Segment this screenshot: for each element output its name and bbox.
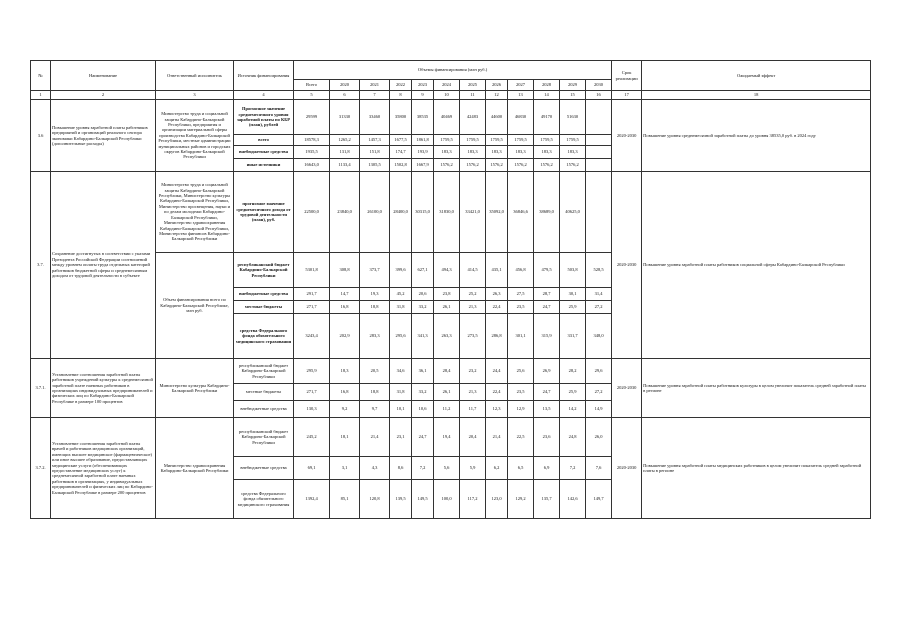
year-value: 1576,2 [560,159,586,172]
year-value: 38535 [412,100,434,135]
header-effect: Ожидаемый эффект [642,61,871,91]
financing-table-sheet [30,60,870,519]
year-value: 35092,0 [486,172,508,253]
header-year: 2021 [360,80,390,91]
total-value: 22500,0 [294,172,330,253]
year-value: 129,2 [508,480,534,519]
financing-table [30,60,871,519]
implementation-term: 2020-2030 [612,100,642,172]
funding-source: внебюджетные средства [234,146,294,159]
year-value: 1677,5 [390,135,412,146]
header-responsible: Ответственный исполнитель [156,61,234,91]
financing-volume-label: Объем финансирования всего по Кабардино-Балкарской Республике, млн руб. [156,253,234,359]
year-value: 1305,5 [360,159,390,172]
year-value: 435,1 [486,253,508,288]
year-value: 21,3 [460,384,486,401]
year-value: 45,2 [390,288,412,301]
column-number: 3 [156,91,234,100]
year-value: 183,3 [560,146,586,159]
funding-source: средства Федерального фонда обязательного медицинского страхования [234,480,294,519]
funding-source: местные бюджеты [234,384,294,401]
year-value: 28,2 [560,359,586,384]
funding-source: республиканский бюджет Кабардино-Балкарской Республики [234,359,294,384]
year-value: 8,6 [390,457,412,480]
measure-name: Повышение уровня заработной платы работников предприятий и организаций реального сектора экономики Кабардино-Балкарской Республики (дополнительные расходы) [51,100,156,172]
year-value: 183,3 [486,146,508,159]
year-value: 24,8 [560,418,586,457]
year-value: 13,5 [534,401,560,418]
year-value: 40625,0 [560,172,586,253]
year-value: 14,2 [560,401,586,418]
column-number: 13 [508,91,534,100]
year-value: 22,5 [508,418,534,457]
year-value: 10,6 [412,401,434,418]
header-year: 2020 [330,80,360,91]
year-value: 1576,2 [434,159,460,172]
year-value: 308,8 [330,253,360,288]
year-value: 100,0 [434,480,460,519]
year-value: 24,4 [486,359,508,384]
column-number: 15 [560,91,586,100]
year-value: 33460 [360,100,390,135]
column-number: 17 [612,91,642,100]
year-value: 38689,0 [534,172,560,253]
year-value: 183,3 [460,146,486,159]
table-row [31,100,871,135]
column-number: 7 [360,91,390,100]
empty-value [586,135,612,146]
expected-effect: Повышение уровня заработной платы работников социальной сферы Кабардино-Балкарской Республики [642,172,871,359]
year-value: 27,5 [508,288,534,301]
year-value: 11,7 [460,401,486,418]
year-value: 1265,2 [330,135,360,146]
year-value: 23,1 [390,418,412,457]
year-value: 21,3 [460,301,486,314]
header-year: 2026 [486,80,508,91]
total-value: 1392,4 [294,480,330,519]
header-year: 2029 [560,80,586,91]
year-value: 14,7 [330,288,360,301]
column-number: 4 [234,91,294,100]
year-value: 6,9 [534,457,560,480]
year-value: 23840,0 [330,172,360,253]
year-value: 31,8 [390,384,412,401]
measure-name: Сохранение достигнутых в соответствии с указами Президента Российской Федерации соотношений между уровнем оплаты труда отдельных категорий работников бюджетной сферы и среднемесячным доходом от трудовой деятельности в субъекте [51,172,156,359]
column-number-row [31,91,871,100]
year-value: 1502,8 [390,159,412,172]
empty-value [586,159,612,172]
year-value: 123,0 [486,480,508,519]
year-value: 25,9 [560,301,586,314]
header-source: Источник финансирования [234,61,294,91]
year-value: 29,6 [586,359,612,384]
year-value: 295,6 [390,314,412,359]
year-value: 286,8 [486,314,508,359]
year-value: 341,3 [412,314,434,359]
year-value: 25,9 [560,384,586,401]
year-value: 35800 [390,100,412,135]
header-total: Всего [294,80,330,91]
year-value: 627,1 [412,253,434,288]
year-value: 20,5 [360,359,390,384]
empty-value [586,100,612,135]
year-value: 28400,0 [390,172,412,253]
empty-value [586,172,612,253]
funding-source: Прогнозное значение среднемесячного уровня заработной платы по КБР (план), рублей [234,100,294,135]
row-number: 3.7.2. [31,418,51,519]
year-value: 46830 [508,100,534,135]
total-value: 3243,4 [294,314,330,359]
implementation-term: 2020-2030 [612,418,642,519]
year-value: 85,1 [330,480,360,519]
responsible-executor: Министерство труда и социальной защиты Кабардино-Балкарской Республики, предприятия и организации материальной сферы производства Кабардино-Балкарской Республики, местные администрации муниципальных районов и городских округов Кабардино-Балкарской Республики [156,100,234,172]
funding-source: всего [234,135,294,146]
funding-source: иные источники [234,159,294,172]
header-volume: Объемы финансирования (млн руб.) [294,61,612,80]
year-value: 1759,5 [460,135,486,146]
year-value: 16,8 [330,301,360,314]
year-value: 44600 [486,100,508,135]
total-value: 29599 [294,100,330,135]
header-year: 2028 [534,80,560,91]
column-number: 16 [586,91,612,100]
year-value: 31,4 [586,288,612,301]
year-value: 28,7 [534,288,560,301]
implementation-term: 2020-2030 [612,172,642,359]
year-value: 49170 [534,100,560,135]
column-number: 2 [51,91,156,100]
year-value: 456,8 [508,253,534,288]
expected-effect: Повышение уровня заработной платы медицинских работников в целом увеличит показатель средней заработной платы в регионе [642,418,871,519]
year-value: 202,9 [330,314,360,359]
column-number: 8 [390,91,412,100]
year-value: 18,1 [330,418,360,457]
total-value: 18578,3 [294,135,330,146]
year-value: 1759,5 [434,135,460,146]
table-row [31,418,871,457]
table-body [31,100,871,519]
year-value: 31330 [330,100,360,135]
column-number: 5 [294,91,330,100]
row-number: 3.6 [31,100,51,172]
funding-source: республиканский бюджет Кабардино-Балкарской Республики [234,418,294,457]
year-value: 494,3 [434,253,460,288]
year-value: 26,1 [434,384,460,401]
year-value: 183,3 [508,146,534,159]
year-value: 151,8 [360,146,390,159]
year-value: 42483 [460,100,486,135]
year-value: 503,8 [560,253,586,288]
total-value: 5301,8 [294,253,330,288]
year-value: 25,6 [508,359,534,384]
year-value: 9,2 [330,401,360,418]
year-value: 27,2 [586,301,612,314]
column-number: 11 [460,91,486,100]
year-value: 528,5 [586,253,612,288]
year-value: 174,7 [390,146,412,159]
year-value: 131,8 [330,146,360,159]
year-value: 24,7 [534,384,560,401]
empty-value [586,146,612,159]
year-value: 149,7 [586,480,612,519]
year-value: 1759,5 [560,135,586,146]
year-value: 33,2 [412,301,434,314]
total-value: 291,7 [294,288,330,301]
year-value: 19,3 [360,288,390,301]
funding-source: внебюджетные средства [234,457,294,480]
year-value: 31,8 [390,301,412,314]
total-value: 271,7 [294,384,330,401]
row-number: 3.7. [31,172,51,359]
year-value: 26,3 [486,288,508,301]
year-value: 120,8 [360,480,390,519]
measure-name: Установление соотношения заработной платы врачей и работников медицинских организаций, имеющих высшее медицинское (фармацевтическое) или иное высшее образование, предоставляющих медицинские услуги (обеспечивающих предоставление медицинских услуг) к среднемесячной заработной плате наемных работников в организациях, у индивидуальных предпринимателей и физических лиц по Кабардино-Балкарской Республике в размере 200 процентов [51,418,156,519]
column-number: 14 [534,91,560,100]
year-value: 1759,5 [534,135,560,146]
measure-name: Установление соотношения заработной платы работников учреждений культуры к среднемесячной заработной плате наемных работников в организациях индивидуальных предпринимателей и физических лиц по Кабардино-Балкарской Республике в размере 100 процентов [51,359,156,418]
header-no: № [31,61,51,91]
year-value: 26,9 [534,359,560,384]
year-value: 1133,4 [330,159,360,172]
responsible-executor: Министерство здравоохранения Кабардино-Балкарской Республики [156,418,234,519]
expected-effect: Повышение уровня заработной платы работников культуры в целом увеличит показатель средней заработной платы в регионе [642,359,871,418]
year-value: 479,5 [534,253,560,288]
year-value: 23,6 [534,418,560,457]
year-value: 414,5 [460,253,486,288]
year-value: 1759,5 [508,135,534,146]
year-value: 14,9 [586,401,612,418]
table-row [31,172,871,253]
funding-source: местные бюджеты [234,301,294,314]
year-value: 31830,0 [434,172,460,253]
year-value: 26,0 [586,418,612,457]
year-value: 10,1 [390,401,412,418]
year-value: 40469 [434,100,460,135]
year-value: 36846,6 [508,172,534,253]
year-value: 5,6 [434,457,460,480]
year-value: 19,4 [434,418,460,457]
year-value: 33,2 [412,384,434,401]
header-year: 2023 [412,80,434,91]
funding-source: республиканский бюджет Кабардино-Балкарской Республики [234,253,294,288]
total-value: 69,1 [294,457,330,480]
year-value: 22,4 [486,384,508,401]
year-value: 135,7 [534,480,560,519]
year-value: 30,1 [560,288,586,301]
header-year: 2024 [434,80,460,91]
year-value: 139,5 [390,480,412,519]
year-value: 1576,2 [486,159,508,172]
total-value: 295,9 [294,359,330,384]
year-value: 36,1 [412,359,434,384]
year-value: 23,5 [508,301,534,314]
year-value: 18,8 [360,301,390,314]
column-number: 12 [486,91,508,100]
table-row [31,359,871,384]
expected-effect: Повышение уровня среднемесячной заработной платы до уровня 38535,0 руб. в 2024 году [642,100,871,172]
year-value: 263,3 [434,314,460,359]
responsible-executor: Министерство труда и социальной защиты Кабардино-Балкарской Республики, Министерство культуры Кабардино-Балкарской Республики, Министерство просвещения, науки и по делам молодежи Кабардино-Балкарской Республики, Министерство здравоохранения Кабардино-Балкарской Республики, Министерство финансов Кабардино-Балкарской Республики [156,172,234,253]
year-value: 283,3 [360,314,390,359]
year-value: 399,6 [390,253,412,288]
year-value: 51630 [560,100,586,135]
column-number: 18 [642,91,871,100]
year-value: 348,0 [586,314,612,359]
year-value: 25,2 [460,288,486,301]
year-value: 1576,2 [534,159,560,172]
year-value: 18,3 [330,359,360,384]
funding-source: внебюджетные средства [234,401,294,418]
year-value: 373,7 [360,253,390,288]
year-value: 149,5 [412,480,434,519]
year-value: 315,9 [534,314,560,359]
funding-source: внебюджетные средства [234,288,294,301]
year-value: 301,1 [508,314,534,359]
year-value: 1576,2 [508,159,534,172]
year-value: 23,5 [508,384,534,401]
year-value: 24,7 [534,301,560,314]
year-value: 16,8 [330,384,360,401]
year-value: 273,5 [460,314,486,359]
year-value: 7,2 [412,457,434,480]
header-year: 2030 [586,80,612,91]
year-value: 12,3 [486,401,508,418]
year-value: 6,2 [486,457,508,480]
year-value: 7,6 [586,457,612,480]
year-value: 1457,3 [360,135,390,146]
year-value: 23,8 [434,288,460,301]
year-value: 28,4 [434,359,460,384]
year-value: 21,4 [360,418,390,457]
year-value: 5,9 [460,457,486,480]
year-value: 117,2 [460,480,486,519]
funding-source: средства Федерального фонда обязательного медицинского страхования [234,314,294,359]
year-value: 1759,5 [486,135,508,146]
year-value: 4,3 [360,457,390,480]
year-value: 9,7 [360,401,390,418]
year-value: 34,6 [390,359,412,384]
year-value: 1667,9 [412,159,434,172]
year-value: 183,3 [534,146,560,159]
total-value: 245,2 [294,418,330,457]
year-value: 1576,2 [460,159,486,172]
column-number: 6 [330,91,360,100]
row-number: 3.7.1. [31,359,51,418]
year-value: 23,2 [460,359,486,384]
year-value: 3,1 [330,457,360,480]
column-number: 10 [434,91,460,100]
header-year: 2022 [390,80,412,91]
responsible-executor: Министерство культуры Кабардино-Балкарской Республики [156,359,234,418]
year-value: 193,9 [412,146,434,159]
year-value: 12,9 [508,401,534,418]
header-name: Наименование [51,61,156,91]
year-value: 11,2 [434,401,460,418]
year-value: 30315,0 [412,172,434,253]
year-value: 1861,8 [412,135,434,146]
total-value: 16643,0 [294,159,330,172]
year-value: 20,6 [412,288,434,301]
header-year: 2025 [460,80,486,91]
header-year: 2027 [508,80,534,91]
year-value: 21,4 [486,418,508,457]
implementation-term: 2020-2030 [612,359,642,418]
year-value: 26,1 [434,301,460,314]
column-number: 1 [31,91,51,100]
year-value: 142,6 [560,480,586,519]
year-value: 20,4 [460,418,486,457]
total-value: 130,3 [294,401,330,418]
column-number: 9 [412,91,434,100]
year-value: 22,4 [486,301,508,314]
year-value: 6,5 [508,457,534,480]
year-value: 18,8 [360,384,390,401]
year-value: 33421,0 [460,172,486,253]
year-value: 24,7 [412,418,434,457]
year-value: 183,3 [434,146,460,159]
header-term: Срок реализации [612,61,642,91]
year-value: 7,2 [560,457,586,480]
year-value: 331,7 [560,314,586,359]
total-value: 1935,5 [294,146,330,159]
funding-source: прогнозное значение среднемесячного дохода от трудовой деятельности (план), руб. [234,172,294,253]
year-value: 26100,0 [360,172,390,253]
total-value: 271,7 [294,301,330,314]
year-value: 27,2 [586,384,612,401]
